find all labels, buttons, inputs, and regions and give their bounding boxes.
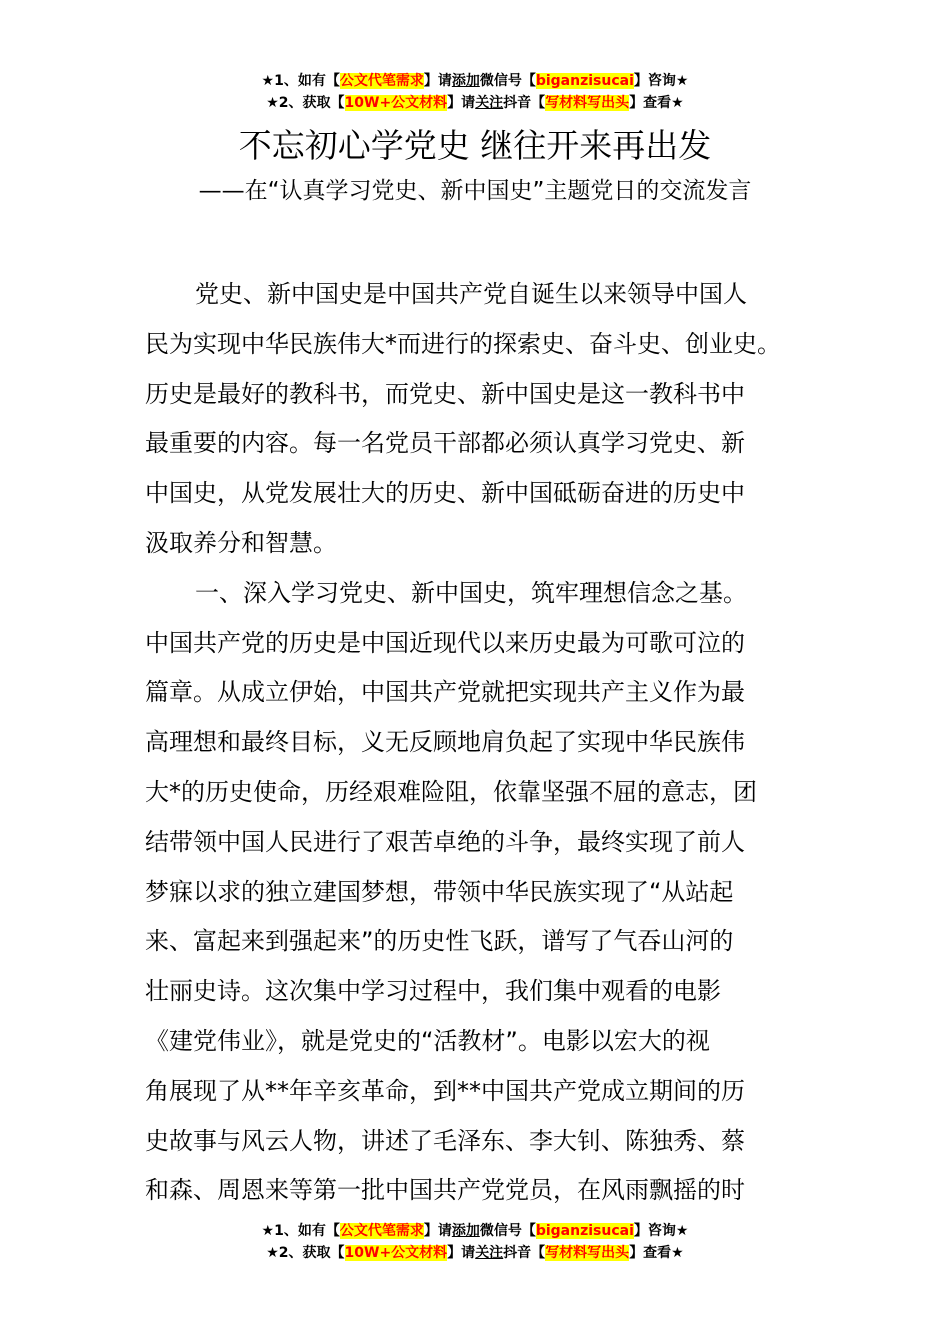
body-line: 历史是最好的教科书，而党史、新中国史是这一教科书中 [145, 379, 745, 408]
body-line: 大*的历史使命，历经艰难险阻，依靠坚强不屈的意志，团 [145, 777, 757, 806]
document-body [145, 278, 815, 1224]
body-line: 中国史，从党发展壮大的历史、新中国砥砺奋进的历史中 [145, 479, 745, 508]
promo-text: 】请 [447, 95, 476, 111]
body-line: 党史、新中国史是中国共产党自诞生以来领导中国人 [195, 280, 747, 308]
section-heading: 一、深入学习党史、新中国史，筑牢理想信念之基。 [195, 578, 747, 607]
header-promo-banner [0, 70, 950, 114]
body-line: 和森、周恩来等第一批中国共产党党员，在风雨飘摇的时 [145, 1176, 745, 1205]
promo-text: 】请 [447, 1245, 476, 1261]
promo-text: 微信号【 [479, 1223, 536, 1239]
promo-highlight: 公文代笔需求 [339, 73, 424, 89]
promo-underlined-text: 添加 [451, 1223, 480, 1239]
promo-text: 微信号【 [479, 73, 536, 89]
body-line: 《建党伟业》，就是党史的“活教材”。电影以宏大的视 [145, 1026, 710, 1055]
promo-text: 抖音【 [503, 95, 546, 111]
footer-promo-banner [0, 1220, 950, 1264]
promo-line-1 [0, 1220, 950, 1242]
document-subtitle: ——在“认真学习党史、新中国史”主题党日的交流发言 [198, 178, 752, 204]
promo-line-1 [0, 70, 950, 92]
body-line: 结带领中国人民进行了艰苦卓绝的斗争，最终实现了前人 [145, 827, 745, 856]
body-line: 最重要的内容。每一名党员干部都必须认真学习党史、新 [145, 429, 745, 458]
body-line: 来、富起来到强起来”的历史性飞跃，谱写了气吞山河的 [145, 927, 734, 956]
body-line: 篇章。从成立伊始，中国共产党就把实现共产主义作为最 [145, 678, 745, 707]
promo-text: 】咨询★ [633, 1223, 689, 1239]
promo-text: 】查看★ [629, 95, 684, 111]
body-line: 民为实现中华民族伟大*而进行的探索史、奋斗史、创业史。 [145, 329, 781, 358]
promo-text: 】查看★ [629, 1245, 684, 1261]
promo-underlined-text: 添加 [451, 73, 480, 89]
document-title: 不忘初心学党史 继往开来再出发 [238, 126, 712, 165]
body-line: 高理想和最终目标，义无反顾地肩负起了实现中华民族伟 [145, 728, 745, 757]
body-line: 汲取养分和智慧。 [145, 528, 337, 557]
promo-highlight: 公文代笔需求 [339, 1223, 424, 1239]
promo-douyin-id: 写材料写出头 [545, 1245, 630, 1261]
body-line: 中国共产党的历史是中国近现代以来历史最为可歌可泣的 [145, 628, 745, 657]
promo-highlight: 10W+公文材料 [344, 95, 448, 111]
body-line: 角展现了从**年辛亥革命，到**中国共产党成立期间的历 [145, 1076, 745, 1105]
promo-text: ★2、获取【 [266, 95, 345, 111]
promo-text: 抖音【 [503, 1245, 546, 1261]
promo-underlined-text: 关注 [475, 1245, 504, 1261]
promo-underlined-text: 关注 [475, 95, 504, 111]
body-line: 壮丽史诗。这次集中学习过程中，我们集中观看的电影 [145, 977, 721, 1006]
promo-text: 】请 [423, 73, 452, 89]
promo-line-2 [0, 1242, 950, 1264]
promo-highlight: 10W+公文材料 [344, 1245, 448, 1261]
promo-text: 】请 [423, 1223, 452, 1239]
promo-wechat-id: biganzisucai [535, 1223, 634, 1239]
promo-text: ★1、如有【 [261, 73, 340, 89]
promo-douyin-id: 写材料写出头 [545, 95, 630, 111]
promo-text: ★2、获取【 [266, 1245, 345, 1261]
promo-wechat-id: biganzisucai [535, 73, 634, 89]
body-line: 史故事与风云人物，讲述了毛泽东、李大钊、陈独秀、蔡 [145, 1126, 745, 1155]
promo-line-2 [0, 92, 950, 114]
promo-text: ★1、如有【 [261, 1223, 340, 1239]
body-line: 梦寐以求的独立建国梦想，带领中华民族实现了“从站起 [145, 877, 734, 906]
promo-text: 】咨询★ [633, 73, 689, 89]
